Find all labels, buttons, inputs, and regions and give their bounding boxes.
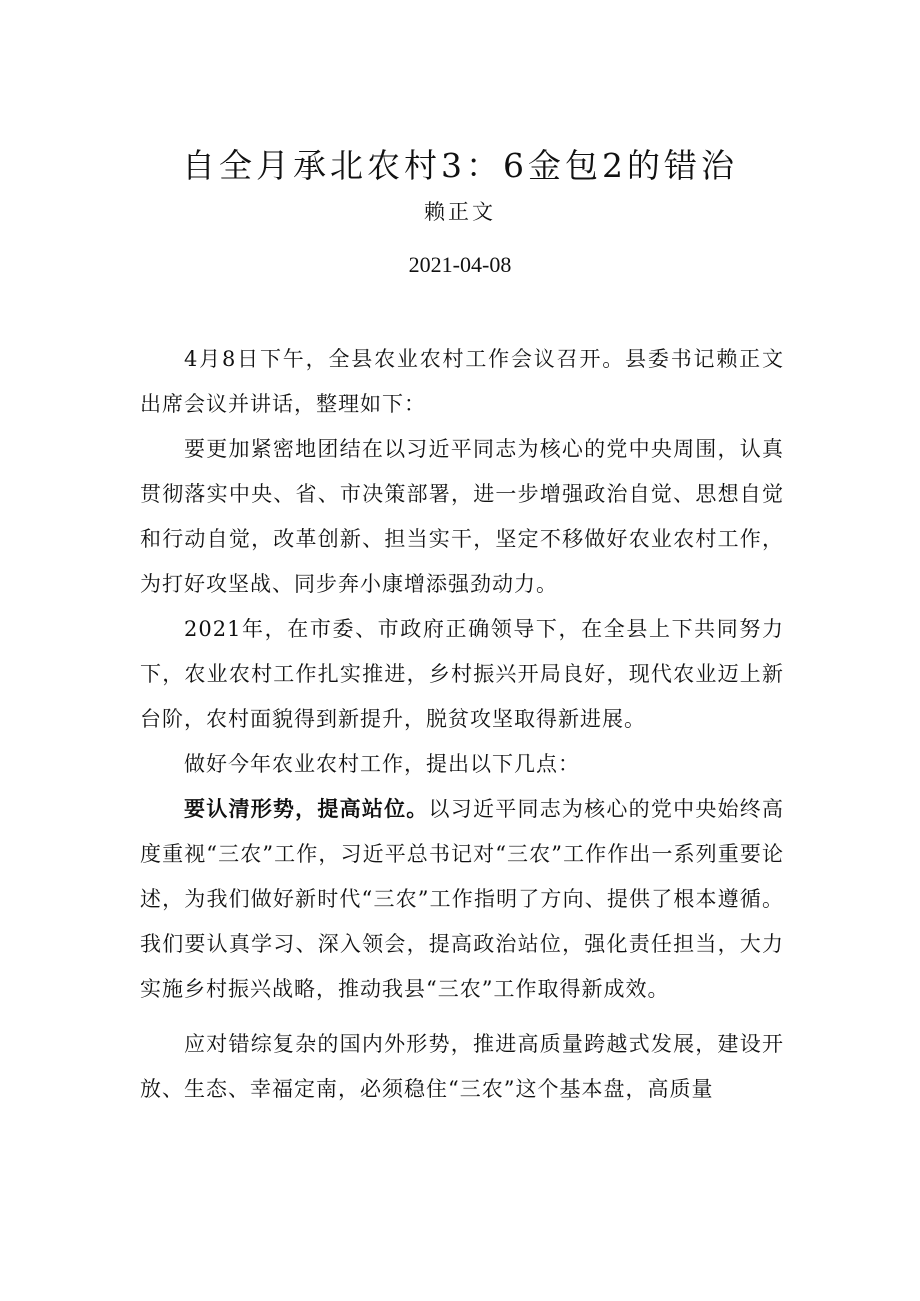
paragraph-points-intro: 做好今年农业农村工作，提出以下几点： xyxy=(184,752,580,776)
author-name: 赖正文 xyxy=(424,200,496,224)
publish-date: 2021-04-08 xyxy=(408,252,512,277)
section-1-text: 以习近平同志为核心的党中央始终高度重视“三农”工作，习近平总书记对“三农”工作作出一系列重要论述，为我们做好新时代“三农”工作指明了方向、提供了根本遵循。我们要认真学习、深入领会，提高政治站位，强化责任担当，大力实施乡村振兴战略，推动我县“三农”工作取得新成效。 xyxy=(140,797,785,1001)
paragraph-section-1 xyxy=(140,787,784,1012)
paragraph-closing: 应对错综复杂的国内外形势，推进高质量跨越式发展，建设开放、生态、幸福定南，必须稳住“三农”这个基本盘，高质量 xyxy=(140,1032,784,1101)
section-1-heading: 要认清形势，提高站位。 xyxy=(184,797,429,821)
paragraph-unity: 要更加紧密地团结在以习近平同志为核心的党中央周围，认真贯彻落实中央、省、市决策部署，进一步增强政治自觉、思想自觉和行动自觉，改革创新、担当实干，坚定不移做好农业农村工作，为打好攻坚战、同步奔小康增添强劲动力。 xyxy=(140,437,784,596)
paragraph-review: 2021年，在市委、市政府正确领导下，在全县上下共同努力下，农业农村工作扎实推进，乡村振兴开局良好，现代农业迈上新台阶，农村面貌得到新提升，脱贫攻坚取得新进展。 xyxy=(140,617,784,731)
paragraph-intro: 4月8日下午，全县农业农村工作会议召开。县委书记赖正文出席会议并讲话，整理如下： xyxy=(140,347,784,416)
document-body xyxy=(140,337,784,1112)
document-title: 自全月承北农村3：6金包2的错治 xyxy=(182,146,738,185)
